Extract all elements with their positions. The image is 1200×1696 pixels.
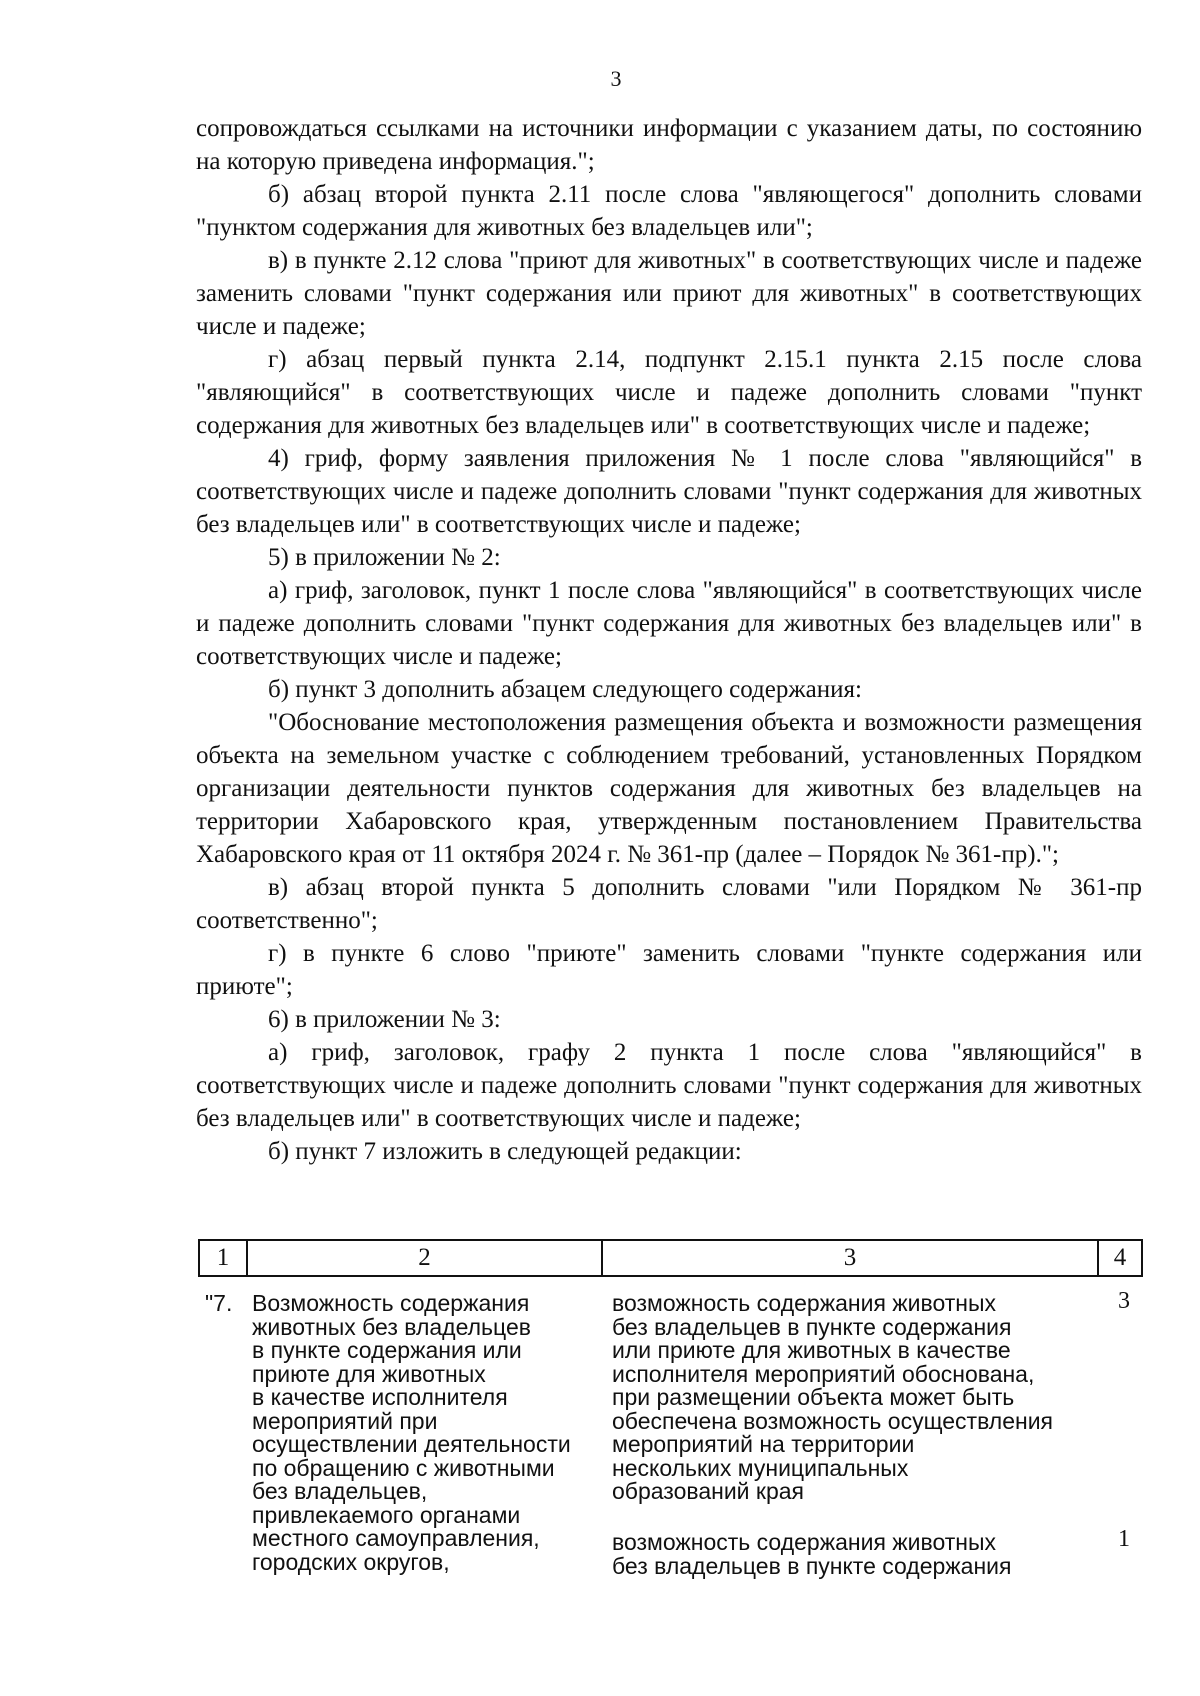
table-header-cell: 2	[248, 1241, 603, 1275]
criterion-line: приюте для животных	[252, 1360, 486, 1387]
criterion-line: в качестве исполнителя	[252, 1384, 508, 1410]
criterion-line: Возможность содержания	[252, 1290, 530, 1316]
description-line: возможность содержания животных	[612, 1529, 997, 1555]
criterion-line: в пункте содержания или	[252, 1337, 522, 1363]
description-line: нескольких муниципальных	[612, 1454, 909, 1481]
description-line: образований края	[612, 1478, 805, 1504]
description-line: мероприятий на территории	[612, 1431, 915, 1457]
criterion-line: осуществлении деятельности	[252, 1431, 571, 1457]
paragraph: а) гриф, заголовок, пункт 1 после слова "являющийся" в соответствующих числе и падеже дополнить словами "пункт содержания для животных без владельцев или" в соответствующих числе и падеже;	[196, 577, 1142, 670]
paragraph: г) абзац первый пункта 2.14, подпункт 2.15.1 пункта 2.15 после слова "являющийся" в соответствующих числе и падеже дополнить словами "пункт содержания для животных без владельцев или" в соответствующих числе и падеже;	[196, 346, 1142, 439]
criterion-line: городских округов,	[252, 1548, 450, 1575]
criterion-line: без владельцев,	[252, 1478, 428, 1504]
table-header-cell: 4	[1113, 1244, 1127, 1271]
description-line: без владельцев в пункте содержания	[612, 1552, 1012, 1579]
paragraph: б) пункт 3 дополнить абзацем следующего содержания:	[268, 676, 862, 703]
paragraph: б) пункт 7 изложить в следующей редакции:	[268, 1138, 742, 1165]
paragraph: б) абзац второй пункта 2.11 после слова "являющегося" дополнить словами "пунктом содержания для животных без владельцев или";	[196, 181, 1142, 241]
page-number: 3	[610, 66, 622, 91]
criterion-cell	[252, 1292, 602, 1574]
score-cell: 1	[1118, 1526, 1130, 1552]
description-line: исполнителя мероприятий обоснована,	[612, 1360, 1035, 1387]
row-number: "7.	[205, 1290, 233, 1316]
table-header	[198, 1239, 1143, 1277]
paragraph: 4) гриф, форму заявления приложения № 1 после слова "являющийся" в соответствующих числе и падеже дополнить словами "пункт содержания для животных без владельцев или" в соответствующих числе и падеже;	[196, 445, 1142, 538]
description-line: возможность содержания животных	[612, 1290, 997, 1316]
paragraph: а) гриф, заголовок, графу 2 пункта 1 после слова "являющийся" в соответствующих числе и падеже дополнить словами "пункт содержания для животных без владельцев или" в соответствующих числе и падеже;	[196, 1039, 1142, 1132]
description-line: без владельцев в пункте содержания	[612, 1313, 1012, 1340]
paragraph: "Обоснование местоположения размещения объекта и возможности размещения объекта на земельном участке с соблюдением требований, установленных Порядком организации деятельности пунктов содержания для животных без владельцев на территории Хабаровского края, утвержденным постановлением Правительства Хабаровского края от 11 октября 2024 г. № 361-пр (далее – Порядок № 361-пр).";	[196, 709, 1142, 868]
description-cell	[612, 1292, 1092, 1504]
paragraph: сопровождаться ссылками на источники информации с указанием даты, по состоянию на которую приведена информация.";	[196, 115, 1142, 175]
description-line: обеспечена возможность осуществления	[612, 1407, 1053, 1434]
description-line: или приюте для животных в качестве	[612, 1337, 1011, 1363]
paragraph: в) абзац второй пункта 5 дополнить словами "или Порядком № 361-пр соответственно";	[196, 874, 1142, 934]
criterion-line: привлекаемого органами	[252, 1501, 521, 1528]
criterion-line: по обращению с животными	[252, 1454, 555, 1481]
criterion-line: местного самоуправления,	[252, 1525, 540, 1551]
table-header-cell: 3	[603, 1241, 1099, 1275]
paragraph: 6) в приложении № 3:	[268, 1006, 501, 1033]
description-line: при размещении объекта может быть	[612, 1384, 1015, 1410]
paragraph: г) в пункте 6 слово "приюте" заменить словами "пункте содержания или приюте";	[196, 940, 1142, 1000]
table-header-cell: 1	[200, 1241, 248, 1275]
paragraph: в) в пункте 2.12 слова "приют для животных" в соответствующих числе и падеже заменить словами "пункт содержания или приют для животных" в соответствующих числе и падеже;	[196, 247, 1142, 340]
document-body	[196, 112, 1142, 1168]
criterion-line: мероприятий при	[252, 1407, 438, 1434]
score-cell: 3	[1118, 1288, 1130, 1314]
description-cell	[612, 1531, 1092, 1578]
criterion-line: животных без владельцев	[252, 1313, 531, 1340]
paragraph: 5) в приложении № 2:	[268, 544, 501, 571]
